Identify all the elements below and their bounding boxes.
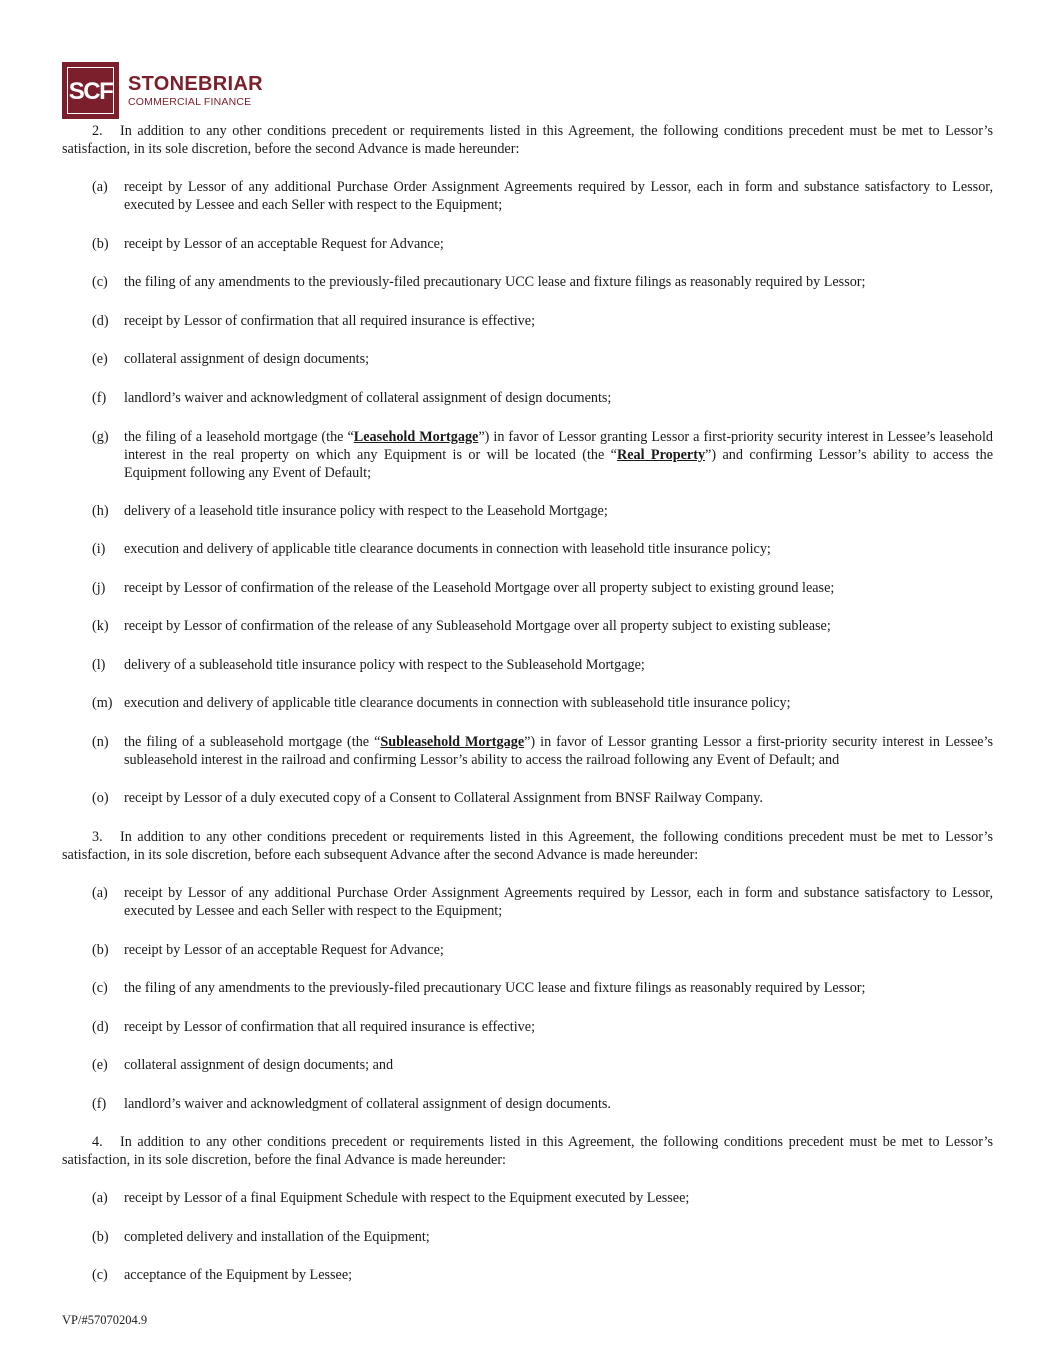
item-text [124,428,993,482]
item-text: receipt by Lessor of confirmation of the release of any Subleasehold Mortgage over all property subject to existing sublease; [124,618,831,634]
item-label: (c) [92,980,108,996]
defined-term: Leasehold Mortgage [353,429,479,445]
logo-mark [62,62,119,119]
item-label: (m) [92,695,113,711]
section-text: In addition to any other conditions precedent or requirements listed in this Agreement, the following conditions precedent must be met to Lessor’s satisfaction, in its sole discretion, before each subsequent Advance after the second Advance is made hereunder: [62,829,993,863]
list-item [92,789,993,807]
section-number: 2. [92,123,103,139]
item-label: (f) [92,1096,107,1112]
item-text: the filing of any amendments to the previously-filed precautionary UCC lease and fixture filings as reasonably required by Lessor; [124,980,866,996]
item-label: (k) [92,618,109,634]
item-label: (n) [92,734,109,750]
text-run: ”) in favor of Lessor granting Lessor a first-priority security interest in Lessee’s leasehold interest in the real property on which any Equipment is or will be located (the “ [124,429,993,463]
item-label: (e) [92,351,108,367]
item-label: (b) [92,1229,109,1245]
item-text: receipt by Lessor of any additional Purchase Order Assignment Agreements required by Lessor, each in form and substance satisfactory to Lessor, executed by Lessee and each Seller with respect to the Equipment; [124,179,993,213]
defined-term: Subleasehold Mortgage [380,734,525,750]
item-text: receipt by Lessor of an acceptable Request for Advance; [124,942,444,958]
list-item [92,884,993,920]
item-label: (j) [92,580,106,596]
text-run: ”) in favor of Lessor granting Lessor a first-priority security interest in Lessee’s subleasehold interest in the railroad and confirming Lessor’s ability to access the railroad following any Event of Default; and [124,734,994,768]
item-text: receipt by Lessor of confirmation that all required insurance is effective; [124,313,536,329]
item-text: completed delivery and installation of the Equipment; [124,1229,430,1245]
section-4-intro [62,1133,993,1169]
section-number: 3. [92,829,103,845]
text-run: the filing of a subleasehold mortgage (the “ [124,734,381,750]
list-item [92,273,993,291]
section-3-intro [62,828,993,864]
list-item [92,312,993,330]
list-item [92,350,993,368]
item-text: acceptance of the Equipment by Lessee; [124,1267,353,1283]
item-label: (a) [92,1190,108,1206]
item-label: (i) [92,541,106,557]
item-text: delivery of a leasehold title insurance policy with respect to the Leasehold Mortgage; [124,503,608,519]
item-label: (f) [92,390,107,406]
item-text: the filing of any amendments to the previously-filed precautionary UCC lease and fixture filings as reasonably required by Lessor; [124,274,866,290]
list-item [92,941,993,959]
list-item [92,1095,993,1113]
list-item [92,656,993,674]
defined-term: Real Property [616,447,706,463]
item-text: delivery of a subleasehold title insurance policy with respect to the Subleasehold Mortgage; [124,657,645,673]
section-number: 4. [92,1134,103,1150]
list-item [92,733,993,769]
list-item [92,1056,993,1074]
item-label: (b) [92,236,109,252]
list-item [92,389,993,407]
list-item [92,1018,993,1036]
list-item [92,979,993,997]
company-logo [62,62,262,122]
item-text: receipt by Lessor of an acceptable Request for Advance; [124,236,444,252]
list-item [92,579,993,597]
list-item [92,1266,993,1284]
item-text: receipt by Lessor of any additional Purchase Order Assignment Agreements required by Lessor, each in form and substance satisfactory to Lessor, executed by Lessee and each Seller with respect to the Equipment; [124,885,993,919]
item-text: landlord’s waiver and acknowledgment of collateral assignment of design documents; [124,390,612,406]
item-text: collateral assignment of design documents; [124,351,370,367]
section-text: In addition to any other conditions precedent or requirements listed in this Agreement, the following conditions precedent must be met to Lessor’s satisfaction, in its sole discretion, before the second Advance is made hereunder: [62,123,993,157]
logo-name: STONEBRIAR [128,73,263,95]
item-text: landlord’s waiver and acknowledgment of collateral assignment of design documents. [124,1096,611,1112]
list-item [92,1228,993,1246]
list-item [92,502,993,520]
item-text: receipt by Lessor of a duly executed copy of a Consent to Collateral Assignment from BNSF Railway Company. [124,790,763,806]
list-item [92,428,993,482]
logo-mark-text: SCF [67,67,114,114]
item-text [124,733,993,769]
item-label: (d) [92,1019,109,1035]
item-label: (e) [92,1057,108,1073]
item-label: (a) [92,885,108,901]
item-label: (c) [92,1267,108,1283]
document-id: VP/#57070204.9 [62,1313,148,1327]
list-item [92,178,993,214]
section-text: In addition to any other conditions precedent or requirements listed in this Agreement, the following conditions precedent must be met to Lessor’s satisfaction, in its sole discretion, before the final Advance is made hereunder: [62,1134,993,1168]
item-label: (a) [92,179,108,195]
text-run: ”) and confirming Lessor’s ability to access the Equipment following any Event of Default; [124,447,993,481]
item-text: receipt by Lessor of a final Equipment Schedule with respect to the Equipment executed by Lessee; [124,1190,690,1206]
item-label: (h) [92,503,109,519]
item-text: execution and delivery of applicable title clearance documents in connection with leasehold title insurance policy; [124,541,771,557]
item-text: receipt by Lessor of confirmation that all required insurance is effective; [124,1019,536,1035]
list-item [92,694,993,712]
item-label: (l) [92,657,106,673]
list-item [92,617,993,635]
item-text: receipt by Lessor of confirmation of the release of the Leasehold Mortgage over all property subject to existing ground lease; [124,580,835,596]
list-item [92,540,993,558]
item-label: (c) [92,274,108,290]
item-text: collateral assignment of design documents; and [124,1057,394,1073]
logo-tagline: COMMERCIAL FINANCE [128,96,252,108]
item-label: (o) [92,790,109,806]
list-item [92,235,993,253]
item-label: (d) [92,313,109,329]
item-label: (b) [92,942,109,958]
item-label: (g) [92,429,109,445]
text-run: the filing of a leasehold mortgage (the “ [124,429,354,445]
item-text: execution and delivery of applicable title clearance documents in connection with subleasehold title insurance policy; [124,695,791,711]
section-2-intro [62,122,993,158]
list-item [92,1189,993,1207]
